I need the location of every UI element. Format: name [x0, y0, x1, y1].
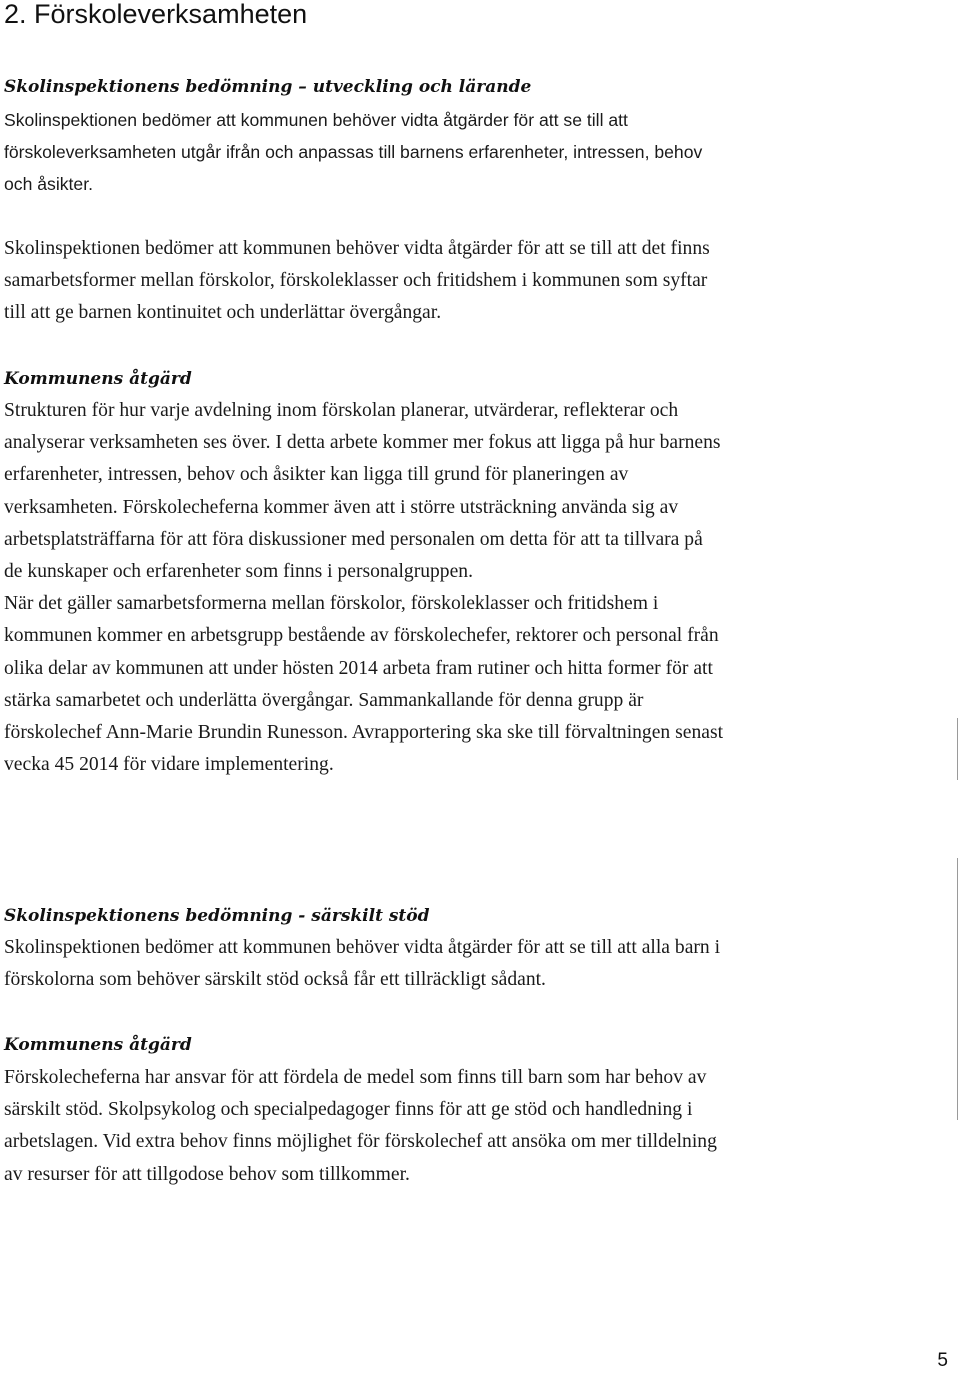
text-line: förskolechef Ann-Marie Brundin Runesson. Avrapportering ska ske till förvaltningen senast	[4, 722, 724, 744]
scan-margin-line	[957, 718, 958, 780]
paragraph-utveckling-larande	[4, 104, 702, 201]
text-line: förskolorna som behöver särskilt stöd också får ett tillräckligt sådant.	[4, 969, 546, 991]
text-line: av resurser för att tillgodose behov som tillkommer.	[4, 1163, 410, 1185]
text-line: Skolinspektionen bedömer att kommunen behöver vidta åtgärder för att se till att	[4, 110, 628, 130]
text-line: erfarenheter, intressen, behov och åsikter kan ligga till grund för planeringen av	[4, 464, 629, 486]
text-line: särskilt stöd. Skolpsykolog och specialpedagoger finns för att ge stöd och handledning i	[4, 1099, 693, 1121]
text-line: arbetsplatsträffarna för att föra diskussioner med personalen om detta för att ta tillvara på	[4, 528, 703, 550]
text-line: stärka samarbetet och underlätta övergångar. Sammankallande för denna grupp är	[4, 689, 644, 711]
text-line: till att ge barnen kontinuitet och underlättar övergångar.	[4, 302, 442, 324]
paragraph-sarskilt-stod	[4, 932, 720, 996]
subheading-kommunens-atgard-2: Kommunens åtgärd	[4, 1035, 192, 1055]
text-line: förskoleverksamheten utgår ifrån och anpassas till barnens erfarenheter, intressen, behov	[4, 142, 703, 163]
text-line: de kunskaper och erfarenheter som finns i personalgruppen.	[4, 561, 473, 583]
paragraph-kommunens-atgard-1	[4, 395, 723, 781]
text-line: När det gäller samarbetsformerna mellan förskolor, förskoleklasser och fritidshem i	[4, 593, 659, 615]
paragraph-samarbetsformer	[4, 233, 710, 330]
text-line: analyserar verksamheten ses över. I detta arbete kommer mer fokus att ligga på hur barnens	[4, 432, 721, 454]
text-line: vecka 45 2014 för vidare implementering.	[4, 754, 334, 776]
section-heading: 2. Förskoleverksamheten	[4, 0, 308, 29]
text-line: olika delar av kommunen att under hösten 2014 arbeta fram rutiner och hitta former för att	[4, 657, 713, 679]
page-number: 5	[937, 1350, 948, 1371]
text-line: och åsikter.	[4, 174, 93, 195]
text-line: arbetslagen. Vid extra behov finns möjlighet för förskolechef att ansöka om mer tilldelning	[4, 1131, 717, 1153]
text-line: Skolinspektionen bedömer att kommunen behöver vidta åtgärder för att se till att det finns	[4, 238, 710, 259]
scan-margin-line	[957, 858, 958, 1120]
text-line: Strukturen för hur varje avdelning inom förskolan planerar, utvärderar, reflekterar och	[4, 400, 679, 421]
text-line: kommunen kommer en arbetsgrupp bestående av förskolechefer, rektorer och personal från	[4, 625, 719, 647]
paragraph-kommunens-atgard-2	[4, 1062, 717, 1191]
text-line: Skolinspektionen bedömer att kommunen behöver vidta åtgärder för att se till att alla barn i	[4, 937, 721, 958]
text-line: samarbetsformer mellan förskolor, förskoleklasser och fritidshem i kommunen som syftar	[4, 270, 708, 292]
text-line: Förskolecheferna har ansvar för att fördela de medel som finns till barn som har behov av	[4, 1067, 707, 1088]
subheading-utveckling-larande: Skolinspektionens bedömning – utveckling och lärande	[4, 77, 532, 97]
text-line: verksamheten. Förskolecheferna kommer även att i större utsträckning använda sig av	[4, 496, 679, 518]
subheading-sarskilt-stod: Skolinspektionens bedömning - särskilt stöd	[4, 906, 430, 926]
subheading-kommunens-atgard-1: Kommunens åtgärd	[4, 369, 192, 389]
